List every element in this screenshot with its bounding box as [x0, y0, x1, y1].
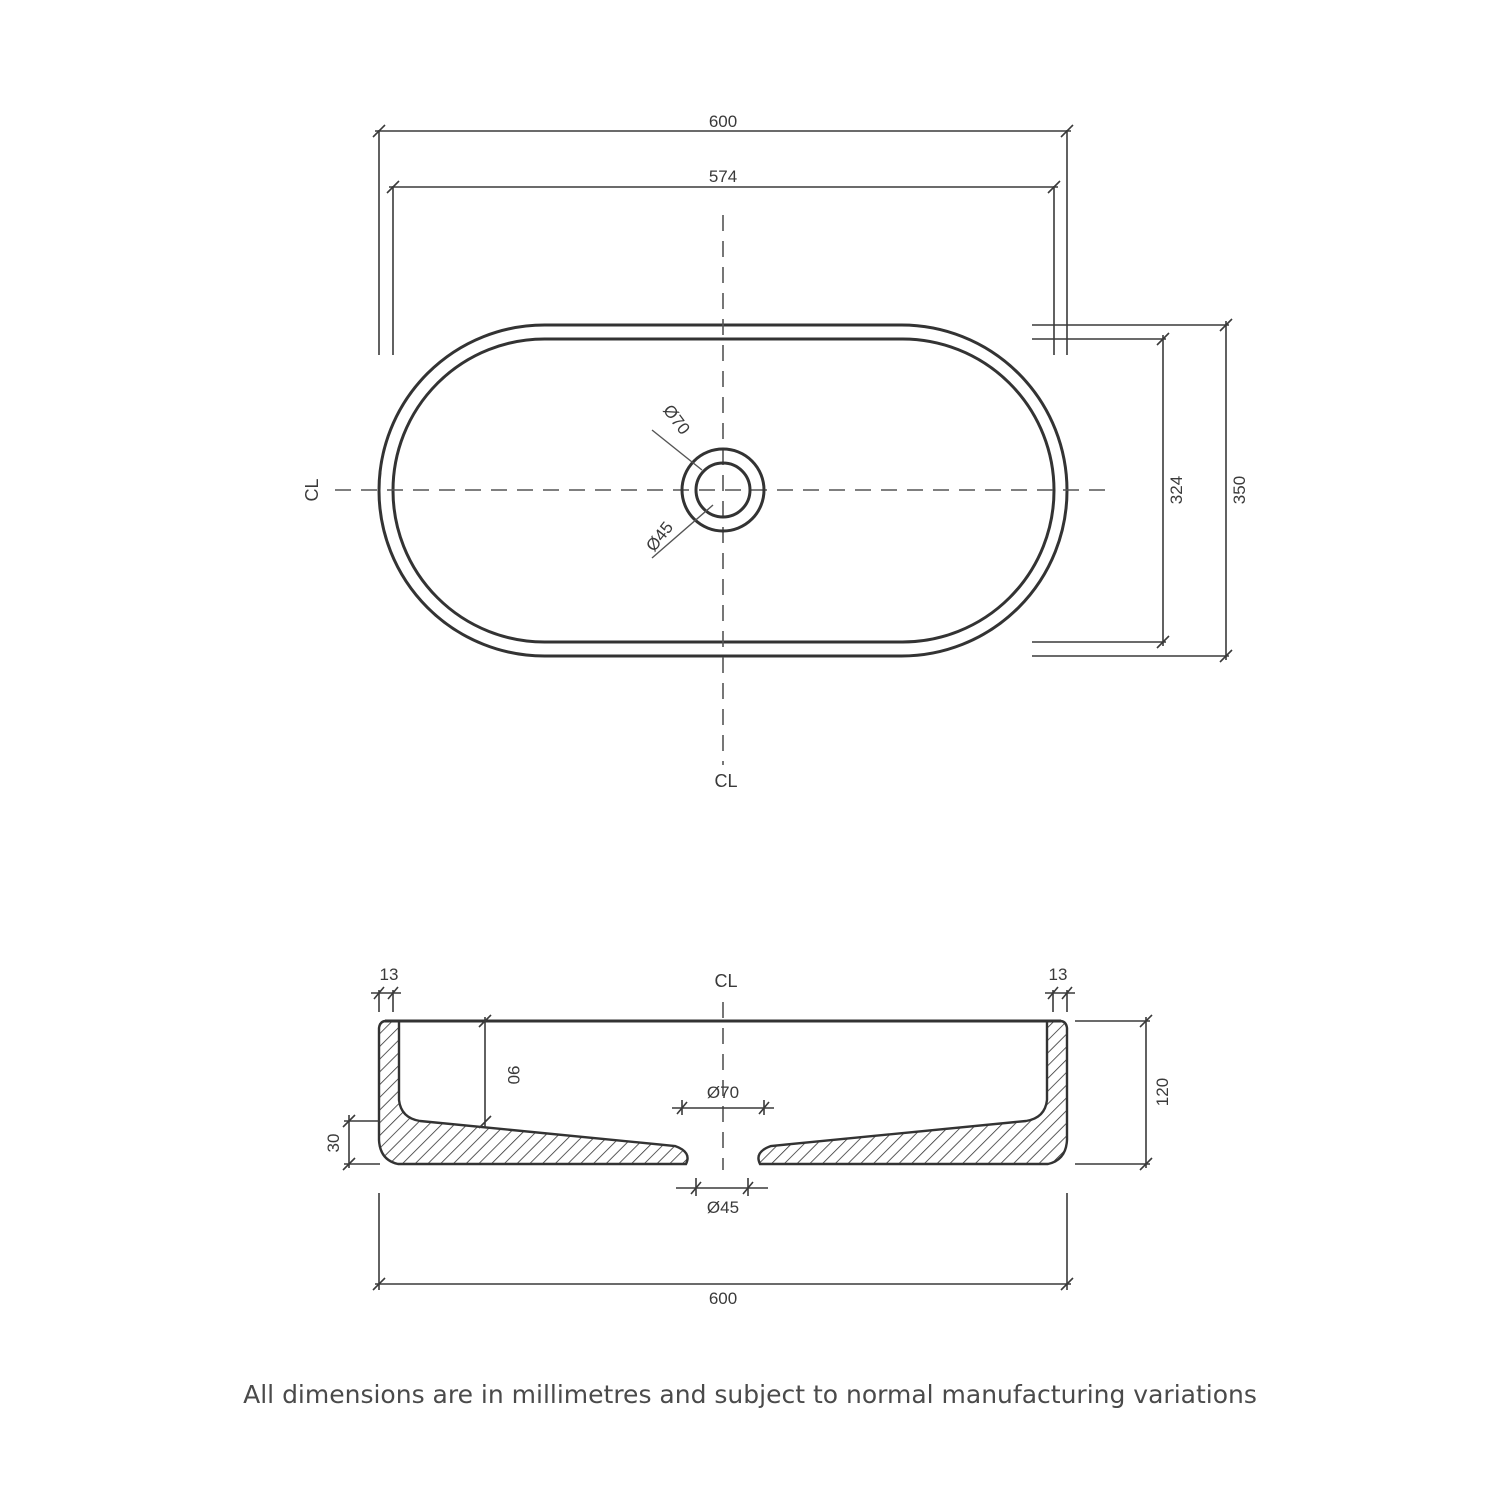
base-thickness-label: 30 [324, 1133, 343, 1153]
bowl-depth-label: 90 [504, 1065, 523, 1085]
depth-inner-label: 324 [1167, 475, 1186, 505]
overall-height-label: 120 [1153, 1077, 1172, 1107]
plan-centreline-mark-bottom: CL [714, 771, 738, 791]
section-right-wall [758, 1021, 1067, 1164]
section-left-wall [379, 1021, 688, 1164]
plan-centreline-mark-left: CL [302, 478, 322, 502]
section-centreline-mark: CL [714, 971, 738, 991]
dimensions-note: All dimensions are in millimetres and subject to normal manufacturing variations [243, 1380, 1257, 1409]
section-width-label: 600 [708, 1289, 738, 1308]
width-outer-label: 600 [708, 112, 738, 131]
plan-waste-outer-label: Ø70 [659, 401, 694, 439]
section-waste-inner-label: Ø45 [706, 1198, 740, 1217]
width-inner-label: 574 [708, 167, 738, 186]
plan-waste-inner-label: Ø45 [642, 518, 678, 556]
section-waste-outer-label: Ø70 [706, 1083, 740, 1102]
section-view [324, 965, 1172, 1308]
section-rim-left-label: 13 [379, 965, 399, 984]
depth-outer-label: 350 [1230, 475, 1249, 505]
section-rim-right-label: 13 [1048, 965, 1068, 984]
plan-view [302, 112, 1249, 791]
